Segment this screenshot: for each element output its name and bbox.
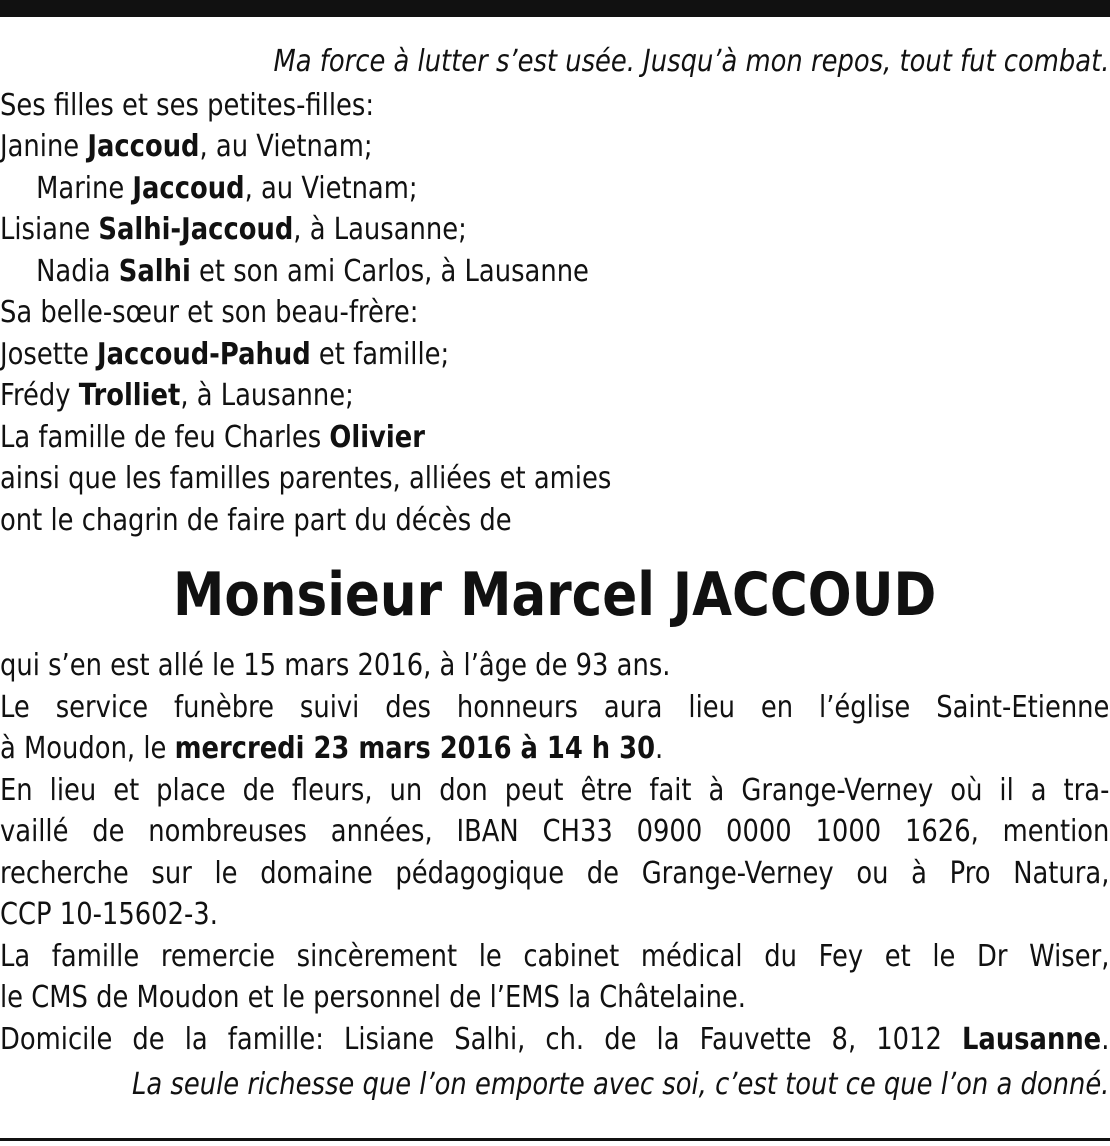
inlaws-intro: Sa belle-sœur et son beau-frère: <box>0 295 419 330</box>
family-line: Nadia Salhi et son ami Carlos, à Lausanne <box>36 253 589 289</box>
daughters-intro: Ses filles et ses petites-filles: <box>0 87 375 123</box>
surname: Jaccoud-Pahud <box>97 336 311 372</box>
top-rule <box>0 0 1110 17</box>
surname: Jaccoud <box>132 170 245 206</box>
closing-quote: La seule richesse que l’on emporte avec soi, c’est tout ce que l’on a donné. <box>132 1067 1110 1102</box>
donation-line: recherche sur le domaine pédagogique de Grange-Verney ou à Pro Natura, <box>0 855 1110 891</box>
family-line: Marine Jaccoud, au Vietnam; <box>36 170 418 206</box>
family-line: Janine Jaccoud, au Vietnam; <box>0 129 373 164</box>
family-line: Josette Jaccoud-Pahud et famille; <box>0 336 450 372</box>
family-line: Frédy Trolliet, à Lausanne; <box>0 378 354 413</box>
surname: Salhi <box>118 253 191 289</box>
service-line: Le service funèbre suivi des honneurs aura lieu en l’église Saint-Etienne <box>0 689 1110 725</box>
thanks-line: le CMS de Moudon et le personnel de l’EMS la Châtelaine. <box>0 980 746 1015</box>
donation-line: CCP 10-15602-3. <box>0 897 218 932</box>
surname: Olivier <box>329 419 425 455</box>
announcement-line: ont le chagrin de faire part du décès de <box>0 502 512 538</box>
family-address-line: Domicile de la famille: Lisiane Salhi, ch. de la Fauvette 8, 1012 Lausanne. <box>0 1021 1110 1057</box>
service-date-line: à Moudon, le mercredi 23 mars 2016 à 14 h 30. <box>0 731 664 766</box>
surname: Salhi-Jaccoud <box>98 212 294 247</box>
donation-line: vaillé de nombreuses années, IBAN CH33 0900 0000 1000 1626, mention <box>0 814 1110 849</box>
service-datetime: mercredi 23 mars 2016 à 14 h 30 <box>174 731 656 766</box>
obituary-notice <box>0 41 1110 1106</box>
family-list <box>0 85 1109 542</box>
notice-body <box>0 645 1109 1060</box>
deceased-name: Monsieur Marcel JACCOUD <box>172 560 937 630</box>
epigraph-quote: Ma force à lutter s’est usée. Jusqu’à mon repos, tout fut combat. <box>273 44 1110 79</box>
surname: Jaccoud <box>87 129 200 164</box>
surname: Trolliet <box>78 378 181 413</box>
bottom-rule <box>0 1138 1110 1141</box>
death-date-line: qui s’en est allé le 15 mars 2016, à l’âge de 93 ans. <box>0 648 671 683</box>
family-line: ainsi que les familles parentes, alliées et amies <box>0 461 612 496</box>
thanks-line: La famille remercie sincèrement le cabinet médical du Fey et le Dr Wiser, <box>0 938 1110 974</box>
family-line: Lisiane Salhi-Jaccoud, à Lausanne; <box>0 212 467 247</box>
family-line: La famille de feu Charles Olivier <box>0 419 425 455</box>
address-city: Lausanne <box>961 1021 1102 1057</box>
donation-line: En lieu et place de fleurs, un don peut être fait à Grange-Verney où il a tra- <box>0 772 1110 808</box>
